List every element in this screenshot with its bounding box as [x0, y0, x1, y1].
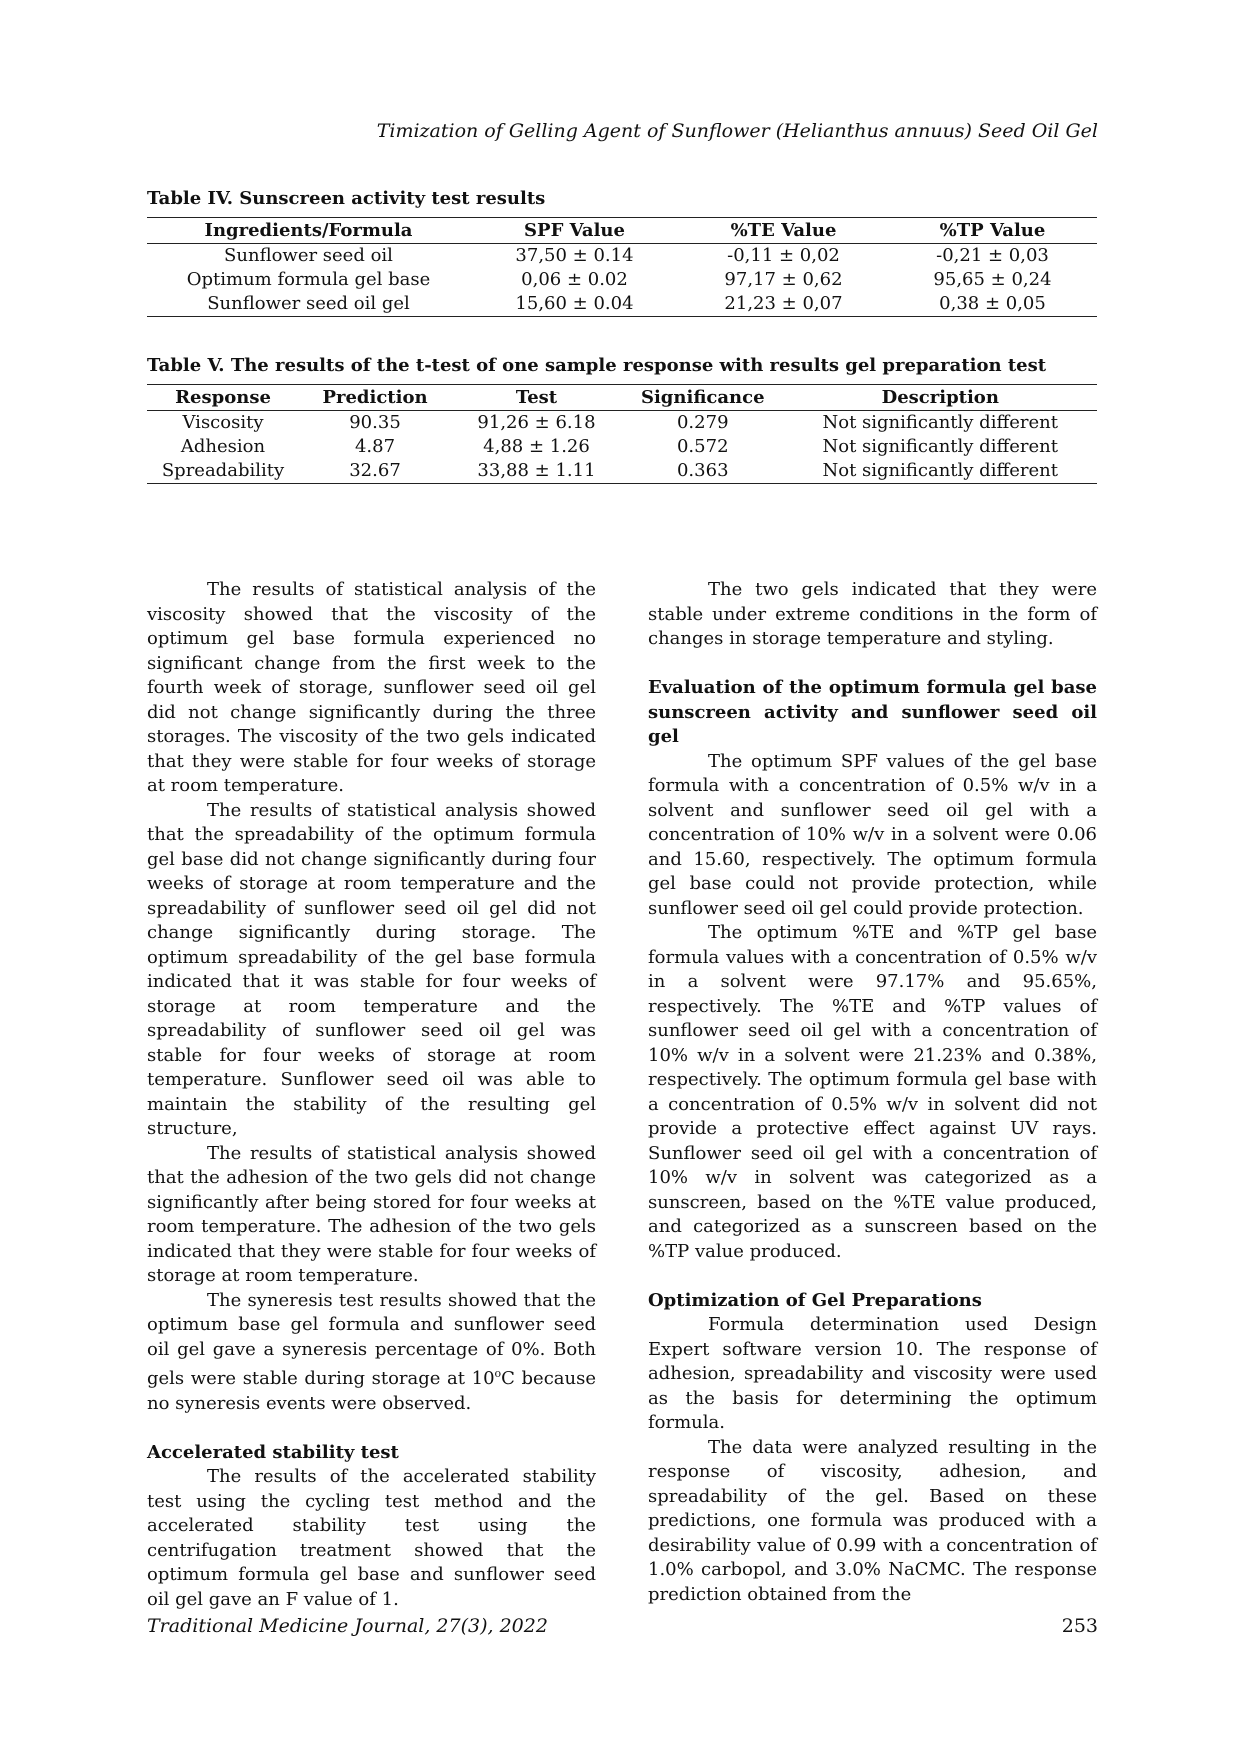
- table-cell: Not significantly different: [822, 436, 1058, 457]
- section-heading: Optimization of Gel Preparations: [648, 1289, 982, 1311]
- text-run: C because no syneresis events were observed.: [147, 1368, 597, 1414]
- table-row: [147, 411, 1097, 436]
- table-cell: 97,17 ± 0,62: [724, 269, 843, 290]
- column-header: Prediction: [322, 387, 428, 408]
- table-row: [147, 459, 1097, 484]
- paragraph: The results of the accelerated stability test using the cycling test method and the accelerated stability test using the centrifugation treatment showed that the optimum formula gel base and sunflower seed oil gel gave an F value of 1.: [147, 1466, 596, 1610]
- body-columns: [147, 578, 1097, 1612]
- paragraph: Formula determination used Design Expert software version 10. The response of adhesion, spreadability and viscosity were used as the basis for determining the optimum formula.: [648, 1314, 1097, 1433]
- table-cell: Viscosity: [182, 412, 264, 433]
- table-cell: Sunflower seed oil: [224, 245, 393, 266]
- paragraph: The two gels indicated that they were stable under extreme conditions in the form of changes in storage temperature and styling.: [648, 579, 1097, 649]
- column-header: Ingredients/Formula: [204, 220, 413, 241]
- table-cell: -0,11 ± 0,02: [727, 245, 840, 266]
- table-row: [147, 268, 1097, 292]
- journal-citation: Traditional Medicine Journal, 27(3), 2022: [147, 1615, 548, 1637]
- paragraph: The optimum %TE and %TP gel base formula values with a concentration of 0.5% w/v in a solvent were 97.17% and 95.65%, respectively. The %TE and %TP values of sunflower seed oil gel with a concentration of 10% w/v in a solvent were 21.23% and 0.38%, respectively. The optimum formula gel base with a concentration of 0.5% w/v in solvent did not provide a protective effect against UV rays. Sunflower seed oil gel with a concentration of 10% w/v in solvent was categorized as a sunscreen, based on the %TE value produced, and categorized as a sunscreen based on the %TP value produced.: [648, 922, 1097, 1262]
- table-header-row: [147, 218, 1097, 244]
- column-header: SPF Value: [524, 220, 625, 241]
- table-cell: Spreadability: [161, 460, 285, 481]
- table-cell: 91,26 ± 6.18: [477, 412, 596, 433]
- table-row: [147, 292, 1097, 317]
- column-header: Description: [881, 387, 999, 408]
- table-row: [147, 244, 1097, 269]
- text-run: The syneresis test results showed that the optimum base gel formula and sunflower seed oil gel gave a syneresis percentage of 0%. Both gels were stable during storage at 10: [147, 1289, 596, 1389]
- sunscreen-activity-table: [147, 217, 1097, 317]
- table-cell: 0.363: [676, 460, 729, 481]
- left-column: [147, 578, 596, 1612]
- t-test-results-table: [147, 384, 1097, 484]
- table-cell: 33,88 ± 1.11: [477, 460, 596, 481]
- superscript: o: [494, 1367, 502, 1380]
- table-cell: Adhesion: [180, 436, 266, 457]
- column-header: Significance: [640, 387, 765, 408]
- table-cell: Sunflower seed oil gel: [207, 293, 410, 314]
- section-heading: Accelerated stability test: [147, 1441, 399, 1463]
- table-cell: 4,88 ± 1.26: [483, 436, 590, 457]
- paragraph: The results of statistical analysis showed that the spreadability of the optimum formula gel base did not change significantly during four weeks of storage at room temperature and the spreadability of sunflower seed oil gel did not change significantly during storage. The optimum spreadability of the gel base formula indicated that it was stable for four weeks of storage at room temperature and the spreadability of sunflower seed oil gel was stable for four weeks of storage at room temperature. Sunflower seed oil was able to maintain the stability of the resulting gel structure,: [147, 799, 596, 1139]
- table-v: [147, 355, 1097, 484]
- right-column: [648, 578, 1097, 1612]
- page-number: 253: [1061, 1615, 1098, 1637]
- table-cell: 0.572: [676, 436, 729, 457]
- table-cell: 15,60 ± 0.04: [515, 293, 634, 314]
- table-cell: Not significantly different: [822, 460, 1058, 481]
- table-cell: 95,65 ± 0,24: [933, 269, 1052, 290]
- column-header: %TP Value: [939, 220, 1046, 241]
- table-cell: 32.67: [349, 460, 401, 481]
- table-iv: [147, 188, 1097, 317]
- table-cell: Optimum formula gel base: [186, 269, 431, 290]
- table-cell: 37,50 ± 0.14: [515, 245, 634, 266]
- column-header: %TE Value: [730, 220, 837, 241]
- table-cell: 21,23 ± 0,07: [724, 293, 843, 314]
- section-heading: Evaluation of the optimum formula gel base sunscreen activity and sunflower seed oil gel: [648, 677, 1097, 747]
- column-header: Test: [515, 387, 558, 408]
- paragraph: [147, 1289, 596, 1417]
- table-cell: 0,38 ± 0,05: [939, 293, 1046, 314]
- table-cell: 0.279: [676, 412, 729, 433]
- table-row: [147, 435, 1097, 459]
- column-header: Response: [175, 387, 271, 408]
- paragraph: The data were analyzed resulting in the response of viscosity, adhesion, and spreadability of the gel. Based on these predictions, one formula was produced with a desirability value of 0.99 with a concentration of 1.0% carbopol, and 3.0% NaCMC. The response prediction obtained from the: [648, 1436, 1097, 1605]
- paragraph: The results of statistical analysis of the viscosity showed that the viscosity of the optimum gel base formula experienced no significant change from the first week to the fourth week of storage, sunflower seed oil gel did not change significantly during the three storages. The viscosity of the two gels indicated that they were stable for four weeks of storage at room temperature.: [147, 579, 596, 796]
- table-iv-caption: Table IV. Sunscreen activity test results: [147, 188, 546, 209]
- table-cell: -0,21 ± 0,03: [936, 245, 1049, 266]
- paragraph: The results of statistical analysis showed that the adhesion of the two gels did not change significantly after being stored for four weeks at room temperature. The adhesion of the two gels indicated that they were stable for four weeks of storage at room temperature.: [147, 1142, 596, 1286]
- table-header-row: [147, 385, 1097, 411]
- table-cell: 0,06 ± 0.02: [521, 269, 628, 290]
- table-cell: 90.35: [349, 412, 401, 433]
- paragraph: The optimum SPF values of the gel base formula with a concentration of 0.5% w/v in a solvent and sunflower seed oil gel with a concentration of 10% w/v in a solvent were 0.06 and 15.60, respectively. The optimum formula gel base could not provide protection, while sunflower seed oil gel could provide protection.: [648, 750, 1097, 919]
- table-cell: Not significantly different: [822, 412, 1058, 433]
- table-cell: 4.87: [354, 436, 396, 457]
- table-v-caption: Table V. The results of the t-test of one sample response with results gel preparation test: [147, 355, 1047, 376]
- running-head: Timization of Gelling Agent of Sunflower (Helianthus annuus) Seed Oil Gel: [376, 120, 1098, 142]
